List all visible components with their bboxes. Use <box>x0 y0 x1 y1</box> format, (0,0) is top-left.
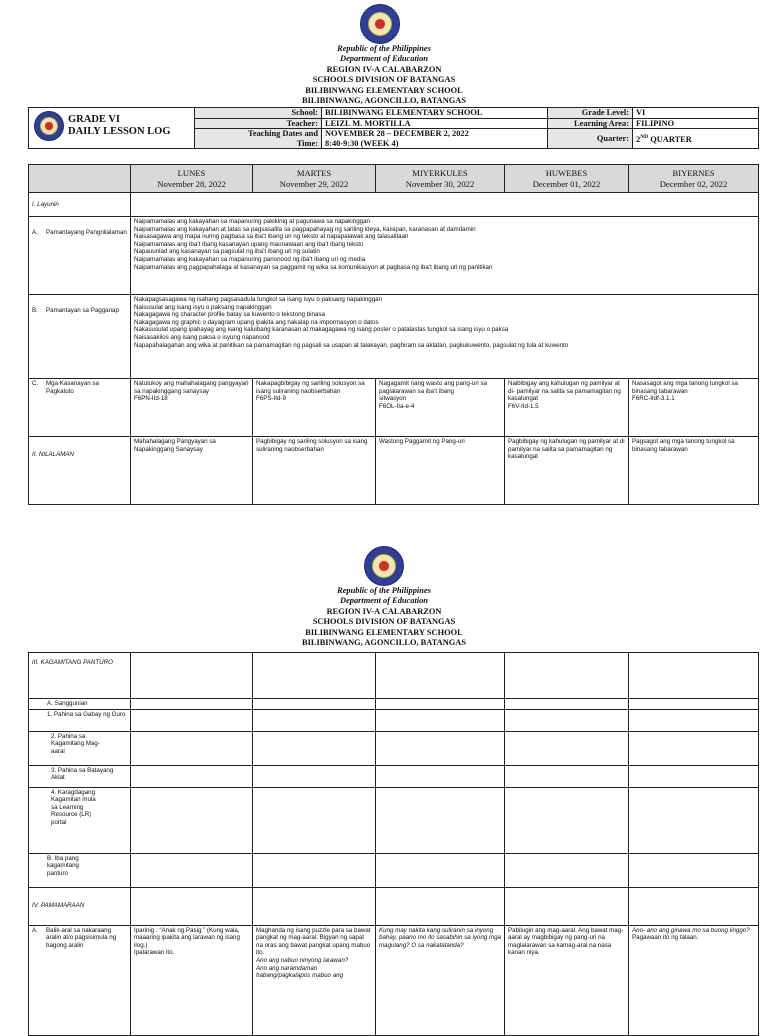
day-name: BIYERNES <box>672 167 715 178</box>
cell <box>505 887 629 925</box>
cell <box>505 709 629 731</box>
quarter-label: Quarter: <box>548 129 633 149</box>
teaching-dates-value-line2: 8:40-9:30 (WEEK 4) <box>325 138 399 148</box>
kasanayan-martes: Nakapagbibigay ng sariling solusyon sa isang suliraning naobserbahan F6PS-IId-9 <box>253 379 376 437</box>
cell <box>376 765 505 787</box>
log-title-cell <box>29 108 195 149</box>
republic-text: Republic of the Philippines <box>337 586 431 595</box>
cell <box>629 653 759 699</box>
biyernes-text: Pagawaan ito ng talaan. <box>632 934 699 942</box>
pamantayan-sa-pagganap-content <box>131 295 759 379</box>
cell <box>131 765 253 787</box>
cell <box>629 699 759 710</box>
school-value: BILIBINWANG ELEMENTARY SCHOOL <box>322 108 548 119</box>
item-letter: C. <box>32 380 39 387</box>
school-text: BILIBINWANG ELEMENTARY SCHOOL <box>305 85 463 95</box>
cell <box>253 887 376 925</box>
teaching-dates-label <box>195 129 322 149</box>
item-label: Pamantayang Pangnilalaman <box>46 229 127 236</box>
cell <box>629 709 759 731</box>
item-letter: B. <box>32 307 38 314</box>
kagamitan-row-label: 2. Pahina sa Kagamitang Mag-aaral <box>29 731 131 765</box>
quarter-word: QUARTER <box>648 134 692 144</box>
kasanayan-miyerkules: Nagagamit nang wasto ang pang-uri sa paglalarawan sa iba’t ibang sitwasyon F6OL-IIa-e-4 <box>376 379 505 437</box>
day-name: MARTES <box>296 167 332 178</box>
learning-area-value: FILIPINO <box>633 118 759 129</box>
cell <box>629 731 759 765</box>
cell <box>253 699 376 710</box>
cell <box>253 787 376 853</box>
teacher-label: Teacher: <box>195 118 322 129</box>
cell <box>131 887 253 925</box>
day-name: HUWEBES <box>545 167 588 178</box>
day-header-biyernes <box>629 165 759 193</box>
department-text: Department of Education <box>340 54 428 64</box>
balik-aral-label <box>29 925 131 1035</box>
content-line: Napauunlad ang kasanayan sa pagsulat ng iba’t ibang uri ng sulatin <box>134 248 320 256</box>
cell <box>505 765 629 787</box>
day-header-miyerkules <box>376 165 505 193</box>
teacher-value: LEIZL M. MORTILLA <box>322 118 548 129</box>
grade-title: GRADE VI <box>68 114 121 125</box>
mga-kasanayan-label <box>29 379 131 437</box>
content-line: Naisasakilos ang isang paksa o isyung napanood <box>134 333 270 341</box>
item-label: Pamantayan sa Pagganap <box>46 307 119 314</box>
pamantayang-pangnilalaman-content <box>131 217 759 295</box>
content-line: Naipamamalas ang kakayahan at tatas sa pagsasalita sa pagpapahayag ng sariling ideya, kaisipan, karanasan at damdamin <box>134 225 476 233</box>
pamantayang-pangnilalaman-label <box>29 217 131 295</box>
teaching-dates-label-line1: Teaching Dates and <box>248 129 318 139</box>
cell <box>629 765 759 787</box>
balik-aral-miyerkules: Kung may nakita kang suliranin sa inyong bahay, paano mo ito sasabihin sa iyong mga magulang? O sa nakatatanda? <box>376 925 505 1035</box>
cell <box>253 731 376 765</box>
letterhead-p2 <box>0 586 768 648</box>
cell <box>376 887 505 925</box>
day-header-lunes <box>131 165 253 193</box>
cell <box>629 887 759 925</box>
cell <box>131 709 253 731</box>
cell <box>131 787 253 853</box>
content-line: Naisasagawa ang mapa nuring pagbasa sa iba’t ibang uri ng teksto at napapalawak ang talasalitaan <box>134 233 409 241</box>
cell <box>376 699 505 710</box>
nilalaman-lunes: Mahahalagang Pangyayari sa Napakinggang Sanaysay <box>131 437 253 505</box>
lesson-plan-table-p2 <box>28 652 759 1036</box>
content-line: Naisusulat ang isang isyu o paksang napakinggan <box>134 303 272 311</box>
content-line: Naipamamalas ang kakayahan sa mapanuring panonood ng iba’t ibang uri ng media <box>134 255 366 263</box>
martes-question-2: Ano ang naramdaman habang/pagkatapos mabuo ang <box>256 964 344 980</box>
pamantayan-sa-pagganap-label <box>29 295 131 379</box>
daily-lesson-log-title: DAILY LESSON LOG <box>68 126 171 137</box>
school-text: BILIBINWANG ELEMENTARY SCHOOL <box>305 627 463 637</box>
cell <box>253 653 376 699</box>
item-letter: A. <box>32 926 38 934</box>
day-date: December 02, 2022 <box>659 178 728 189</box>
item-letter: A. <box>32 229 38 236</box>
school-label: School: <box>195 108 322 119</box>
lesson-plan-table-p1 <box>28 164 759 505</box>
cell <box>376 709 505 731</box>
day-name: MIYERKULES <box>412 167 468 178</box>
kagamitan-row-label: 1. Pahina sa Gabay ng Guro <box>29 709 131 731</box>
section-layunin: I. Layunin <box>29 193 131 217</box>
cell <box>376 787 505 853</box>
balik-aral-huwebes: Pabilugin ang mag-aaral. Ang bawat mag-aaral ay magbibigay ng pang-uri na maglalarawan sa kamag-aral na nasa kanan niya. <box>505 925 629 1035</box>
cell <box>505 787 629 853</box>
content-line: Naipamamalas ang pagpapahalaga at kasanayan sa paggamit ng wika sa komunikasyon at pagbasa ng iba’t ibang uri ng panitikan <box>134 263 493 271</box>
day-date: November 29, 2022 <box>279 178 349 189</box>
address-text: BILIBINWANG, AGONCILLO, BATANGAS <box>302 638 466 648</box>
day-date: November 28, 2022 <box>157 178 226 189</box>
deped-small-seal-icon <box>34 111 64 141</box>
division-text: SCHOOLS DIVISION OF BATANGAS <box>312 75 456 85</box>
teaching-dates-value <box>322 129 548 149</box>
kagamitan-row-label: A. Sanggunian <box>29 699 131 710</box>
republic-text: Republic of the Philippines <box>337 44 431 53</box>
cell <box>376 853 505 887</box>
section-pamamaraan: IV. PAMAMARAAN <box>29 887 131 925</box>
cell <box>131 653 253 699</box>
day-header-martes <box>253 165 376 193</box>
address-text: BILIBINWANG, AGONCILLO, BATANGAS <box>302 96 466 106</box>
cell <box>253 709 376 731</box>
item-label: Balik-aral sa nakaraang aralin at/o pagsisimula ng bagong aralin <box>46 926 117 949</box>
cell <box>629 853 759 887</box>
day-header-huwebes <box>505 165 629 193</box>
section-kagamitan: III. KAGAMITANG PANTURO <box>29 653 131 699</box>
cell <box>253 765 376 787</box>
grade-level-label: Grade Level: <box>548 108 633 119</box>
item-label: Mga Kasanayan sa Pagkatuto <box>46 380 99 395</box>
content-line: Napapahalagahan ang wika at panitikan sa pamamagitan ng pagsali sa usapan at talakayan, paghiram sa aklatan, pagkukuwento, pagsulat ng tula at kuwento <box>134 341 569 349</box>
kagamitan-row-label: 4. Karagdagang Kagamitan mula sa Learning Resource (LR) portal <box>29 787 131 853</box>
content-line: Naipamamalas ang kakayahan sa mapanuring pakikinig at pagunawa sa napakinggan <box>134 218 370 225</box>
quarter-number: 2 <box>636 134 641 144</box>
biyernes-question: Ano- ano ang ginawa mo sa buong linggo? <box>632 926 750 934</box>
cell <box>376 653 505 699</box>
region-text: REGION IV-A CALABARZON <box>326 606 442 616</box>
kagamitan-row-label: 3. Pahina sa Batayang Aklat <box>29 765 131 787</box>
balik-aral-lunes: Iparinig : “Anak ng Pasig.” (Kung wala, maaaring ipakita ang larawan ng isang ilog.) Ipalarawan ito. <box>131 925 253 1035</box>
cell <box>505 731 629 765</box>
teaching-dates-label-line2: Time: <box>296 138 318 148</box>
kasanayan-lunes: Natutukoy ang mahahalagang pangyayari sa napakinggang sanaysay F6PN-IId-18 <box>131 379 253 437</box>
cell <box>505 853 629 887</box>
content-line: Nakasusulat upang ipahayag ang isang kaluibang karanasan at makagagawa ng isang poster o patalastas tungkol sa isang isyu o paksa <box>134 326 509 334</box>
department-text: Department of Education <box>340 596 428 606</box>
day-date: November 30, 2022 <box>405 178 475 189</box>
letterhead <box>0 44 768 106</box>
cell <box>253 853 376 887</box>
cell <box>131 731 253 765</box>
balik-aral-martes <box>253 925 376 1035</box>
cell <box>131 853 253 887</box>
section-nilalaman: II. NILALAMAN <box>29 437 131 505</box>
teaching-dates-value-line1: NOVEMBER 28 – DECEMBER 2, 2022 <box>325 129 469 139</box>
cell <box>505 653 629 699</box>
page-2 <box>0 540 768 1024</box>
content-line: Naipamamalas ang iba’t ibang kasanayan upang maunawaan ang iba’t ibang teksto <box>134 240 364 248</box>
cell <box>629 787 759 853</box>
nilalaman-huwebes: Pagbibigay ng kahulugan ng pamilyar at di pamilyar na salita sa pamamagitan ng kasalungat <box>505 437 629 505</box>
balik-aral-biyernes <box>629 925 759 1035</box>
deped-seal-icon <box>364 546 404 586</box>
martes-text: Maghanda ng isang puzzle para sa bawat pangkat ng mag-aaral. Bigyan ng sapat na oras ang bawat pangkat upang mabuo ito. <box>256 926 371 957</box>
content-line: Nakagagawa ng character profile batay sa kuwento o tekstong binasa <box>134 311 325 319</box>
kasanayan-huwebes: Naibibigay ang kahulugan ng pamilyar at di- pamilyar na salita sa pamamagitan ng kasalungat F6V-IId-1.5 <box>505 379 629 437</box>
nilalaman-biyernes: Pagsagot ang mga tanong tungkol sa binasang tabarawan <box>629 437 759 505</box>
martes-question-1: Ano ang nabuo ninyong larawan? <box>256 956 349 964</box>
region-text: REGION IV-A CALABARZON <box>326 64 442 74</box>
grade-level-value: VI <box>633 108 759 119</box>
day-name: LUNES <box>177 167 206 178</box>
division-text: SCHOOLS DIVISION OF BATANGAS <box>312 617 456 627</box>
day-date: December 01, 2022 <box>532 178 601 189</box>
nilalaman-martes: Pagbibigay ng sariling solusyon sa isang suliraning naobserbahan <box>253 437 376 505</box>
cell <box>505 699 629 710</box>
cell <box>131 699 253 710</box>
page-1 <box>0 0 768 515</box>
kasanayan-biyernes: Nasasagot ang mga tanong tungkol sa binasang tabarawan F6RC-IIdf-3.1.1 <box>629 379 759 437</box>
layunin-empty <box>131 193 759 217</box>
day-header-empty <box>29 165 131 193</box>
content-line: Nakapagsasagawa ng isahang pagsasadula tungkol sa isang isyu o paksang napakinggan <box>134 296 383 303</box>
cell <box>376 731 505 765</box>
quarter-suffix: ND <box>640 134 649 141</box>
content-line: Nakagagawa ng graphic o dayagram upang ipakita ang nakalap na impormasyon o datos <box>134 318 379 326</box>
quarter-value <box>633 129 759 149</box>
info-table <box>28 107 759 149</box>
kagamitan-row-label: B. Iba pang kagamitang panturo <box>29 853 131 887</box>
deped-seal-icon <box>360 4 400 44</box>
learning-area-label: Learning Area: <box>548 118 633 129</box>
nilalaman-miyerkules: Wastong Paggamit ng Pang-uri <box>376 437 505 505</box>
